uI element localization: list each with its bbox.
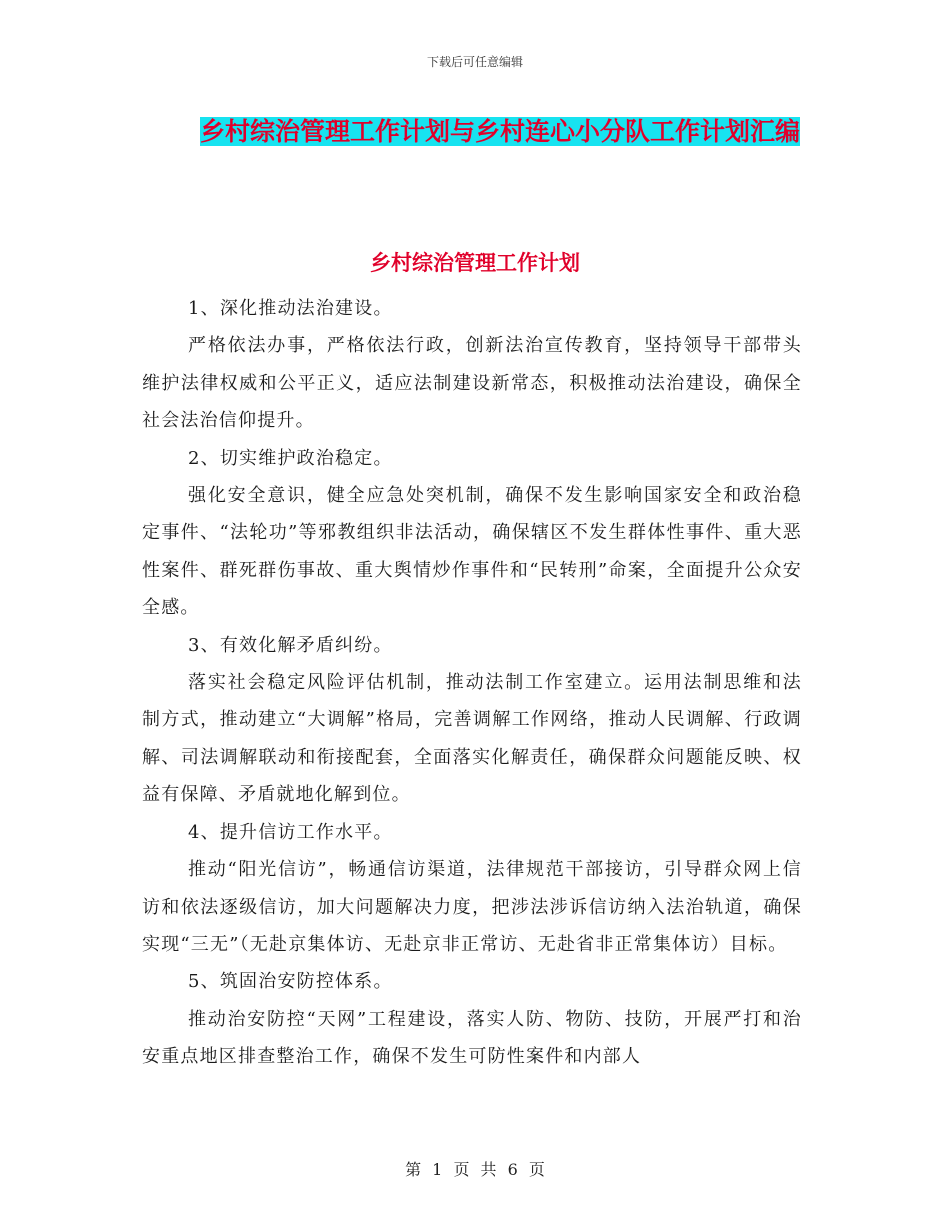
header-note: 下载后可任意编辑 xyxy=(426,55,523,69)
page-footer: 第 1 页 共 6 页 xyxy=(405,1160,545,1179)
paragraph-3: 落实社会稳定风险评估机制，推动法制工作室建立。运用法制思维和法制方式，推动建立“大调解”格局，完善调解工作网络，推动人民调解、行政调解、司法调解联动和衔接配套，全面落实化解责任，确保群众问题能反映、权益有保障、矛盾就地化解到位。 xyxy=(142,672,802,806)
heading-3: 3、有效化解矛盾纠纷。 xyxy=(188,634,393,656)
document-title-text: 乡村综治管理工作计划与乡村连心小分队工作计划汇编 xyxy=(199,117,800,146)
heading-2: 2、切实维护政治稳定。 xyxy=(188,447,393,469)
heading-1: 1、深化推动法治建设。 xyxy=(188,298,393,319)
paragraph-4: 推动“阳光信访”，畅通信访渠道，法律规范干部接访，引导群众网上信访和依法逐级信访，加大问题解决力度，把涉法涉诉信访纳入法治轨道，确保实现“三无”（无赴京集体访、无赴京非正常访、无赴省非正常集体访）目标。 xyxy=(142,859,802,955)
paragraph-1: 严格依法办事，严格依法行政，创新法治宣传教育，坚持领导干部带头维护法律权威和公平正义，适应法制建设新常态，积极推动法治建设，确保全社会法治信仰提升。 xyxy=(142,335,802,432)
section-title: 乡村综治管理工作计划 xyxy=(370,251,580,275)
paragraph-5: 推动治安防控“天网”工程建设，落实人防、物防、技防，开展严打和治安重点地区排查整治工作，确保不发生可防性案件和内部人 xyxy=(142,1008,802,1068)
heading-4: 4、提升信访工作水平。 xyxy=(188,821,393,843)
paragraph-2: 强化安全意识，健全应急处突机制，确保不发生影响国家安全和政治稳定事件、“法轮功”等邪教组织非法活动，确保辖区不发生群体性事件、重大恶性案件、群死群伤事故、重大舆情炒作事件和“民转刑”命案，全面提升公众安全感。 xyxy=(142,485,802,619)
document-title xyxy=(190,110,810,154)
heading-5: 5、筑固治安防控体系。 xyxy=(188,971,393,993)
document-body xyxy=(142,290,802,1076)
